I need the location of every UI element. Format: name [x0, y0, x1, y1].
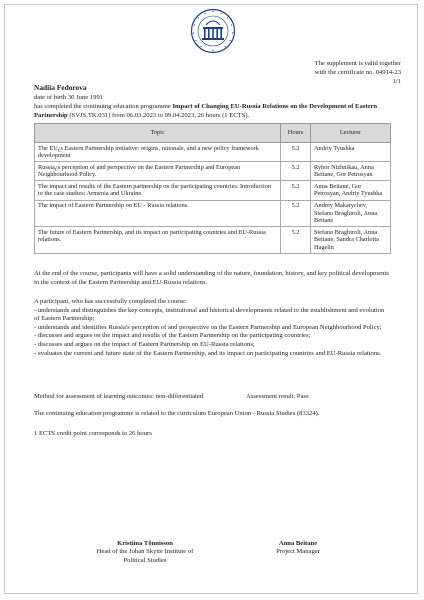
outcome-item: - evaluates the current and future state of the Eastern Partnership, and its impact on participating countries and EU-Russia relations.	[34, 349, 382, 357]
header-hours: Hours	[281, 124, 311, 143]
signature-right	[248, 540, 348, 557]
table-row	[35, 181, 391, 200]
topics-table	[34, 123, 391, 254]
ects-note: 1 ECTS credit point corresponds to 26 hours	[34, 430, 152, 437]
table-row	[35, 143, 391, 162]
hours-cell: 5.2	[281, 162, 311, 181]
date-of-birth: date of birth 30 June 1991	[34, 94, 104, 101]
hours-cell: 5.2	[281, 181, 311, 200]
participant-name: Nadiia Fedorova	[34, 83, 87, 92]
topic-cell: Russia¿s perception of and perspective on the Eastern Partnership and European Neighbourhood Policy.	[35, 162, 281, 181]
hours-cell: 5.2	[281, 200, 311, 227]
lecturer-cell: Ryhor Nizhnikau, Anna Beitane, Gor Petrosyan	[311, 162, 391, 181]
signatory-left-role-1: Head of the Johan Skytte Institute of	[96, 548, 194, 556]
outcome-item: - discusses and argues on the impact of Eastern Partnership on EU-Russia relations;	[34, 340, 255, 348]
hours-cell: 5.2	[281, 143, 311, 162]
table-header-row	[35, 124, 391, 143]
lecturer-cell: Andriy Tyushka	[311, 143, 391, 162]
topic-cell: The impact and results of the Eastern partnership on the participating countries. Introduction to the case studies: Armenia and Ukraine.	[35, 181, 281, 200]
intro-suffix: (SVJS.TK.031) from 06.03.2023 to 09.04.2023, 26 hours (1 ECTS).	[67, 111, 250, 119]
intro-prefix: has completed the continuing education programme	[34, 103, 173, 110]
programme-title: Impact of Changing EU-Russia Relations on the Development of Eastern Partnership	[34, 103, 378, 119]
page-number: 1/1	[392, 78, 401, 85]
outcomes-lead: A participant, who has successfully completed the course:	[34, 298, 187, 305]
signatory-right-role: Project Manager	[276, 548, 320, 556]
hours-cell: 5.2	[281, 227, 311, 254]
topic-cell: The future of Eastern Partnership, and its impact on participating countries and EU-Russia relations.	[35, 227, 281, 254]
signatory-left-name: Kristiina Tõnnisson	[117, 540, 173, 547]
signature-left	[70, 540, 220, 565]
signatory-left-role-2: Political Studies	[123, 556, 167, 564]
header-lecturer: Lecturer	[311, 124, 391, 143]
validity-note	[261, 59, 401, 86]
topic-cell: The EU¿s Eastern Partnership initiative: origins, rationale, and a new policy framework development	[35, 143, 281, 162]
outcome-item: - understands and identifies Russia's perception of and perspective on the Eastern Partnership and European Neighbourhood Policy;	[34, 323, 382, 331]
assessment-result: Assessment result: Pass	[246, 393, 309, 400]
outcome-item: - understands and distinguishes the key concepts, institutional and historical developments related to the establishment and evolution of Eastern Partnership;	[34, 306, 385, 323]
table-row	[35, 162, 391, 181]
table-row	[35, 227, 391, 254]
signatory-right-name: Anna Beitane	[278, 540, 318, 547]
lecturer-cell: Stefano Braghiroli, Anna Beitane, Sandra Charlotta Hagelin	[311, 227, 391, 254]
validity-line-1: The supplement is valid together	[314, 60, 401, 67]
header-topic: Topic	[35, 124, 281, 143]
lecturer-cell: Anna Beitane, Gor Petrosyan, Andriy Tyushka	[311, 181, 391, 200]
programme-intro	[34, 103, 390, 120]
assessment-method: Method for assessment of learning outcomes: non-differentiated	[34, 393, 204, 400]
university-seal-logo	[190, 8, 236, 54]
outcome-item: - discusses and argues on the impact and results of the Eastern Partnership on the participating countries;	[34, 332, 311, 340]
course-summary: At the end of the course, participants will have a solid understanding of the nature, foundation, history, and key political developments in the context of the Eastern Partnership and EU-Russia relations.	[34, 270, 389, 286]
validity-line-2: with the certificate no. 04914-23	[314, 69, 401, 76]
topic-cell: The impact of Eastern Partnership on EU - Russia relations.	[35, 200, 281, 227]
curriculum-note: The continuing education programme is related to the curriculum European Union - Russia Studies (83324).	[34, 410, 320, 417]
lecturer-cell: Andrey Makarychev, Stefano Braghiroli, Anna Beitane	[311, 200, 391, 227]
table-row	[35, 200, 391, 227]
learning-outcomes	[34, 298, 390, 358]
